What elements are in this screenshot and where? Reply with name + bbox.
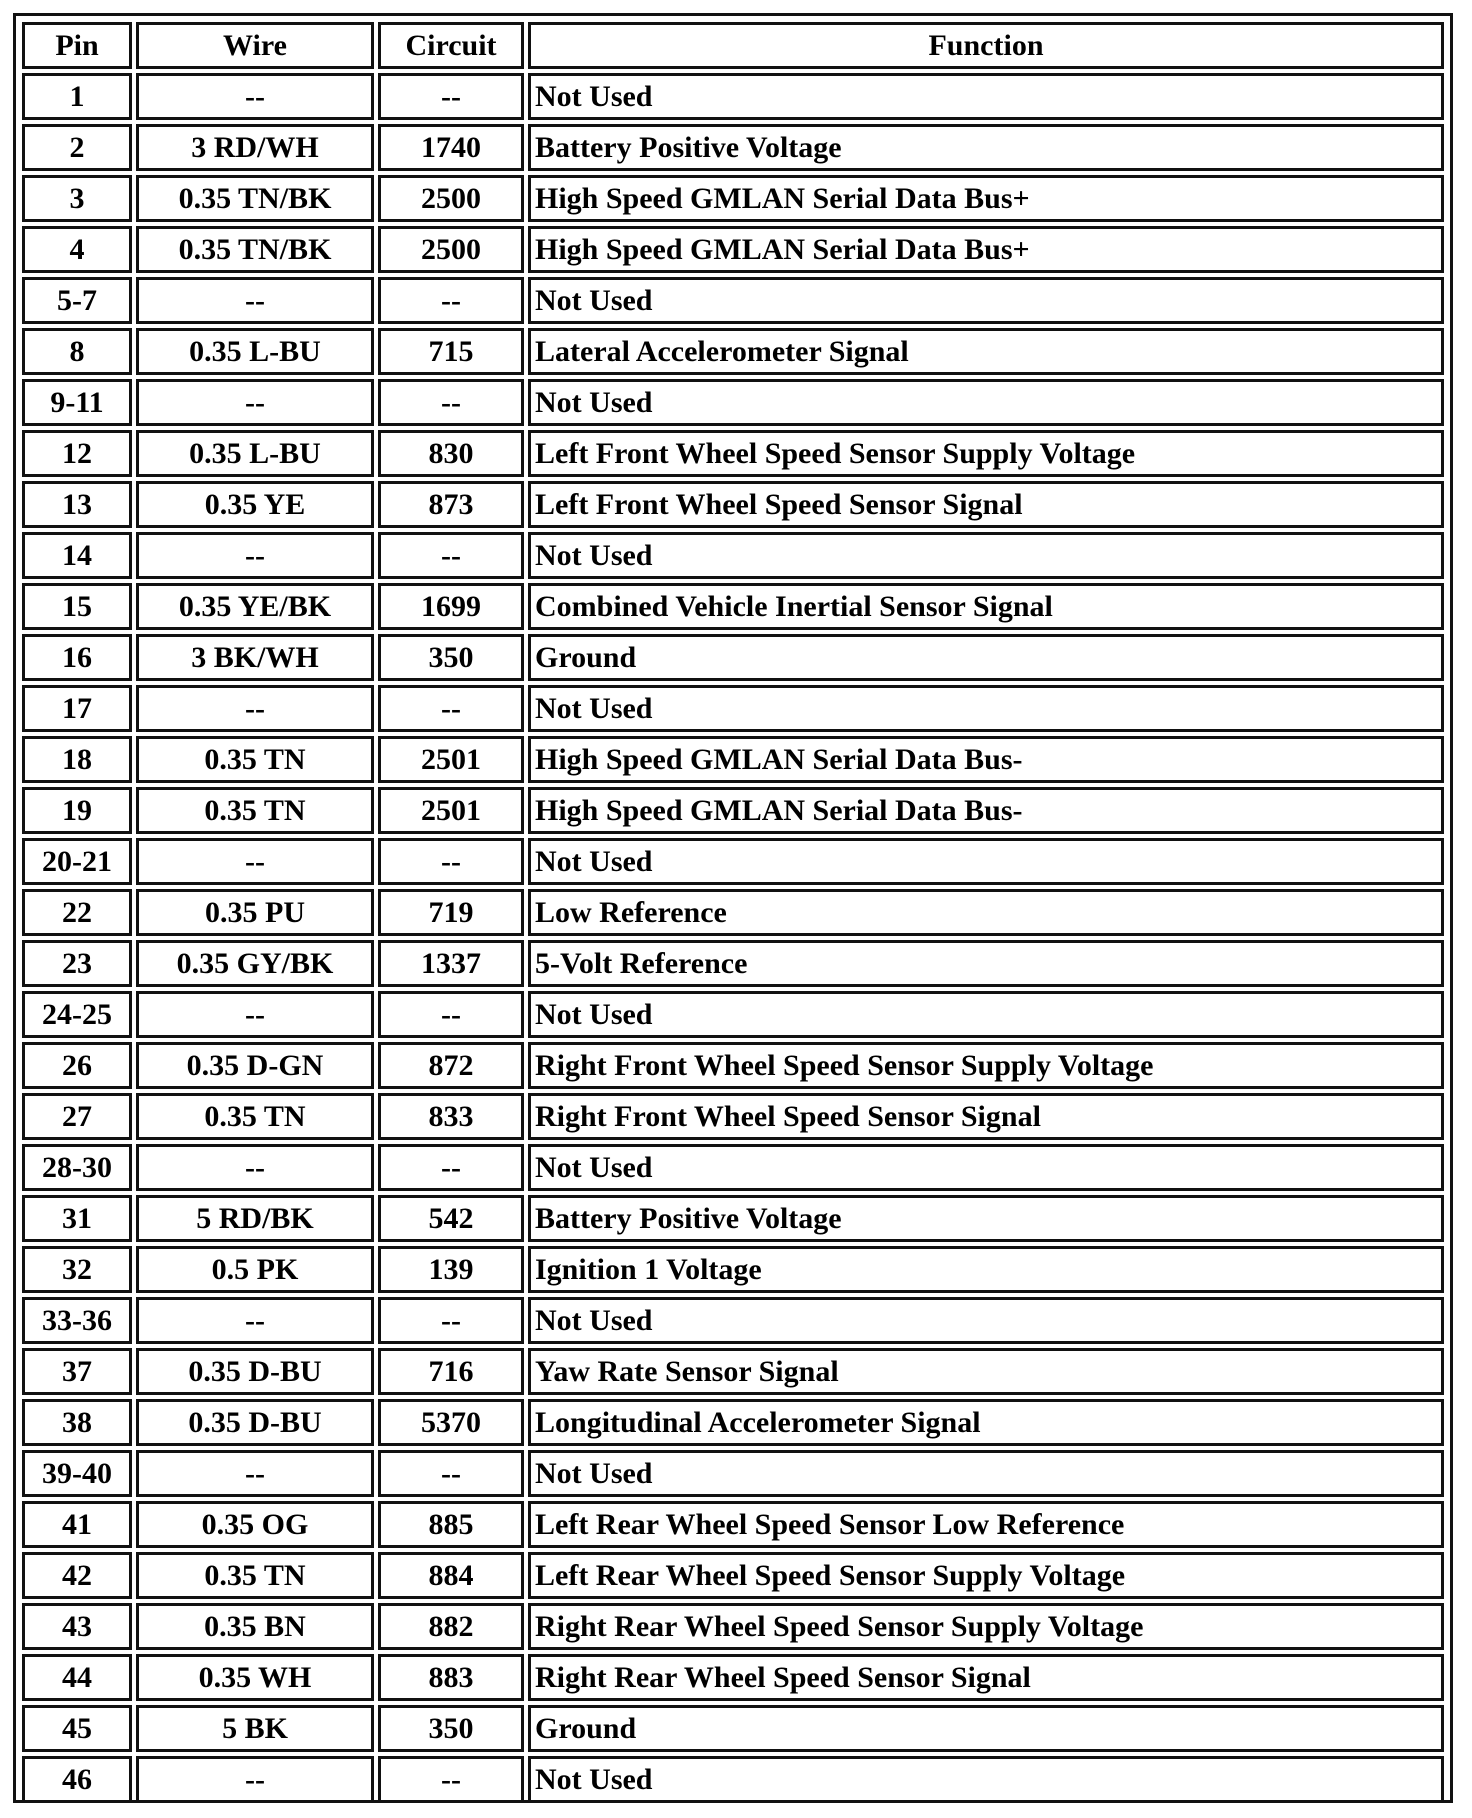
wire-cell: 0.35 L-BU	[136, 430, 374, 477]
function-cell: Not Used	[528, 532, 1444, 579]
pin-cell: 43	[22, 1603, 132, 1650]
table-row	[22, 940, 1444, 987]
circuit-cell: 2501	[378, 736, 524, 783]
wire-cell: 0.35 D-GN	[136, 1042, 374, 1089]
table-body	[22, 73, 1444, 1803]
circuit-cell: 882	[378, 1603, 524, 1650]
table-row	[22, 124, 1444, 171]
wire-cell: 5 RD/BK	[136, 1195, 374, 1242]
function-cell: Ground	[528, 634, 1444, 681]
circuit-cell: 139	[378, 1246, 524, 1293]
table-row	[22, 379, 1444, 426]
wire-cell: --	[136, 1297, 374, 1344]
table-row	[22, 1195, 1444, 1242]
pin-cell: 20-21	[22, 838, 132, 885]
function-cell: Ignition 1 Voltage	[528, 1246, 1444, 1293]
table-row	[22, 991, 1444, 1038]
wire-cell: --	[136, 277, 374, 324]
header-pin: Pin	[22, 22, 132, 69]
pin-cell: 27	[22, 1093, 132, 1140]
circuit-cell: 872	[378, 1042, 524, 1089]
circuit-cell: 350	[378, 634, 524, 681]
table-row	[22, 634, 1444, 681]
function-cell: Left Front Wheel Speed Sensor Signal	[528, 481, 1444, 528]
table-row	[22, 532, 1444, 579]
connector-pinout-table-frame	[13, 13, 1453, 1803]
circuit-cell: 2501	[378, 787, 524, 834]
wire-cell: 0.35 TN	[136, 787, 374, 834]
table-row	[22, 1552, 1444, 1599]
pin-cell: 18	[22, 736, 132, 783]
pin-cell: 13	[22, 481, 132, 528]
function-cell: Low Reference	[528, 889, 1444, 936]
wire-cell: 5 BK	[136, 1705, 374, 1752]
circuit-cell: 716	[378, 1348, 524, 1395]
circuit-cell: 542	[378, 1195, 524, 1242]
wire-cell: --	[136, 73, 374, 120]
circuit-cell: 1699	[378, 583, 524, 630]
function-cell: Not Used	[528, 379, 1444, 426]
table-row	[22, 1144, 1444, 1191]
circuit-cell: 873	[378, 481, 524, 528]
circuit-cell: 5370	[378, 1399, 524, 1446]
wire-cell: 3 BK/WH	[136, 634, 374, 681]
wire-cell: 0.35 OG	[136, 1501, 374, 1548]
table-row	[22, 1297, 1444, 1344]
wire-cell: 0.35 TN	[136, 736, 374, 783]
pin-cell: 19	[22, 787, 132, 834]
function-cell: Right Rear Wheel Speed Sensor Supply Voltage	[528, 1603, 1444, 1650]
wire-cell: 0.35 L-BU	[136, 328, 374, 375]
circuit-cell: --	[378, 1144, 524, 1191]
function-cell: Not Used	[528, 685, 1444, 732]
table-row	[22, 889, 1444, 936]
pin-cell: 46	[22, 1756, 132, 1803]
function-cell: Left Rear Wheel Speed Sensor Supply Voltage	[528, 1552, 1444, 1599]
function-cell: Right Rear Wheel Speed Sensor Signal	[528, 1654, 1444, 1701]
circuit-cell: --	[378, 1450, 524, 1497]
function-cell: Not Used	[528, 1144, 1444, 1191]
pin-cell: 24-25	[22, 991, 132, 1038]
pin-cell: 41	[22, 1501, 132, 1548]
table-row	[22, 430, 1444, 477]
function-cell: Battery Positive Voltage	[528, 1195, 1444, 1242]
table-row	[22, 1654, 1444, 1701]
table-row	[22, 1042, 1444, 1089]
pin-cell: 23	[22, 940, 132, 987]
table-row	[22, 685, 1444, 732]
pin-cell: 8	[22, 328, 132, 375]
wire-cell: 0.35 YE/BK	[136, 583, 374, 630]
pin-cell: 42	[22, 1552, 132, 1599]
table-row	[22, 736, 1444, 783]
circuit-cell: --	[378, 379, 524, 426]
table-row	[22, 328, 1444, 375]
wire-cell: 3 RD/WH	[136, 124, 374, 171]
circuit-cell: 719	[378, 889, 524, 936]
pin-cell: 17	[22, 685, 132, 732]
pin-cell: 1	[22, 73, 132, 120]
circuit-cell: 1740	[378, 124, 524, 171]
function-cell: Not Used	[528, 991, 1444, 1038]
pin-cell: 16	[22, 634, 132, 681]
circuit-cell: 350	[378, 1705, 524, 1752]
connector-pinout-table	[18, 18, 1448, 1807]
pin-cell: 2	[22, 124, 132, 171]
function-cell: Not Used	[528, 838, 1444, 885]
circuit-cell: --	[378, 1756, 524, 1803]
wire-cell: --	[136, 1450, 374, 1497]
wire-cell: 0.5 PK	[136, 1246, 374, 1293]
table-row	[22, 787, 1444, 834]
pin-cell: 28-30	[22, 1144, 132, 1191]
wire-cell: --	[136, 1756, 374, 1803]
pin-cell: 38	[22, 1399, 132, 1446]
function-cell: Not Used	[528, 73, 1444, 120]
pin-cell: 14	[22, 532, 132, 579]
circuit-cell: 833	[378, 1093, 524, 1140]
function-cell: Lateral Accelerometer Signal	[528, 328, 1444, 375]
table-row	[22, 1501, 1444, 1548]
function-cell: Longitudinal Accelerometer Signal	[528, 1399, 1444, 1446]
table-row	[22, 1756, 1444, 1803]
circuit-cell: 884	[378, 1552, 524, 1599]
function-cell: Left Rear Wheel Speed Sensor Low Reference	[528, 1501, 1444, 1548]
circuit-cell: --	[378, 685, 524, 732]
wire-cell: 0.35 TN/BK	[136, 175, 374, 222]
wire-cell: 0.35 YE	[136, 481, 374, 528]
table-row	[22, 277, 1444, 324]
circuit-cell: 2500	[378, 175, 524, 222]
table-row	[22, 1705, 1444, 1752]
wire-cell: 0.35 WH	[136, 1654, 374, 1701]
function-cell: Not Used	[528, 1756, 1444, 1803]
table-row	[22, 583, 1444, 630]
wire-cell: 0.35 TN/BK	[136, 226, 374, 273]
table-row	[22, 1399, 1444, 1446]
circuit-cell: --	[378, 838, 524, 885]
pin-cell: 26	[22, 1042, 132, 1089]
pin-cell: 44	[22, 1654, 132, 1701]
table-row	[22, 1348, 1444, 1395]
circuit-cell: --	[378, 73, 524, 120]
wire-cell: 0.35 PU	[136, 889, 374, 936]
function-cell: Yaw Rate Sensor Signal	[528, 1348, 1444, 1395]
pin-cell: 37	[22, 1348, 132, 1395]
wire-cell: 0.35 D-BU	[136, 1348, 374, 1395]
circuit-cell: 883	[378, 1654, 524, 1701]
wire-cell: 0.35 TN	[136, 1552, 374, 1599]
pin-cell: 22	[22, 889, 132, 936]
pin-cell: 31	[22, 1195, 132, 1242]
pin-cell: 15	[22, 583, 132, 630]
circuit-cell: 715	[378, 328, 524, 375]
pin-cell: 3	[22, 175, 132, 222]
wire-cell: --	[136, 838, 374, 885]
wire-cell: 0.35 BN	[136, 1603, 374, 1650]
header-circuit: Circuit	[378, 22, 524, 69]
wire-cell: 0.35 D-BU	[136, 1399, 374, 1446]
pin-cell: 4	[22, 226, 132, 273]
circuit-cell: --	[378, 277, 524, 324]
function-cell: Not Used	[528, 1297, 1444, 1344]
wire-cell: --	[136, 532, 374, 579]
function-cell: Not Used	[528, 1450, 1444, 1497]
function-cell: Not Used	[528, 277, 1444, 324]
table-row	[22, 481, 1444, 528]
table-row	[22, 175, 1444, 222]
pin-cell: 9-11	[22, 379, 132, 426]
function-cell: Right Front Wheel Speed Sensor Signal	[528, 1093, 1444, 1140]
function-cell: Right Front Wheel Speed Sensor Supply Voltage	[528, 1042, 1444, 1089]
circuit-cell: --	[378, 991, 524, 1038]
table-row	[22, 1603, 1444, 1650]
table-row	[22, 226, 1444, 273]
wire-cell: --	[136, 379, 374, 426]
table-row	[22, 838, 1444, 885]
function-cell: Ground	[528, 1705, 1444, 1752]
circuit-cell: 1337	[378, 940, 524, 987]
function-cell: High Speed GMLAN Serial Data Bus-	[528, 736, 1444, 783]
function-cell: High Speed GMLAN Serial Data Bus-	[528, 787, 1444, 834]
wire-cell: --	[136, 991, 374, 1038]
circuit-cell: 830	[378, 430, 524, 477]
function-cell: Battery Positive Voltage	[528, 124, 1444, 171]
function-cell: Left Front Wheel Speed Sensor Supply Voltage	[528, 430, 1444, 477]
pin-cell: 45	[22, 1705, 132, 1752]
pin-cell: 33-36	[22, 1297, 132, 1344]
pin-cell: 5-7	[22, 277, 132, 324]
circuit-cell: 2500	[378, 226, 524, 273]
table-row	[22, 1450, 1444, 1497]
table-row	[22, 1246, 1444, 1293]
pin-cell: 32	[22, 1246, 132, 1293]
circuit-cell: 885	[378, 1501, 524, 1548]
wire-cell: 0.35 TN	[136, 1093, 374, 1140]
header-wire: Wire	[136, 22, 374, 69]
header-function: Function	[528, 22, 1444, 69]
table-row	[22, 1093, 1444, 1140]
wire-cell: --	[136, 1144, 374, 1191]
function-cell: Combined Vehicle Inertial Sensor Signal	[528, 583, 1444, 630]
wire-cell: --	[136, 685, 374, 732]
function-cell: High Speed GMLAN Serial Data Bus+	[528, 226, 1444, 273]
function-cell: 5-Volt Reference	[528, 940, 1444, 987]
wire-cell: 0.35 GY/BK	[136, 940, 374, 987]
circuit-cell: --	[378, 532, 524, 579]
pin-cell: 39-40	[22, 1450, 132, 1497]
pin-cell: 12	[22, 430, 132, 477]
table-row	[22, 73, 1444, 120]
function-cell: High Speed GMLAN Serial Data Bus+	[528, 175, 1444, 222]
circuit-cell: --	[378, 1297, 524, 1344]
header-row	[22, 22, 1444, 69]
